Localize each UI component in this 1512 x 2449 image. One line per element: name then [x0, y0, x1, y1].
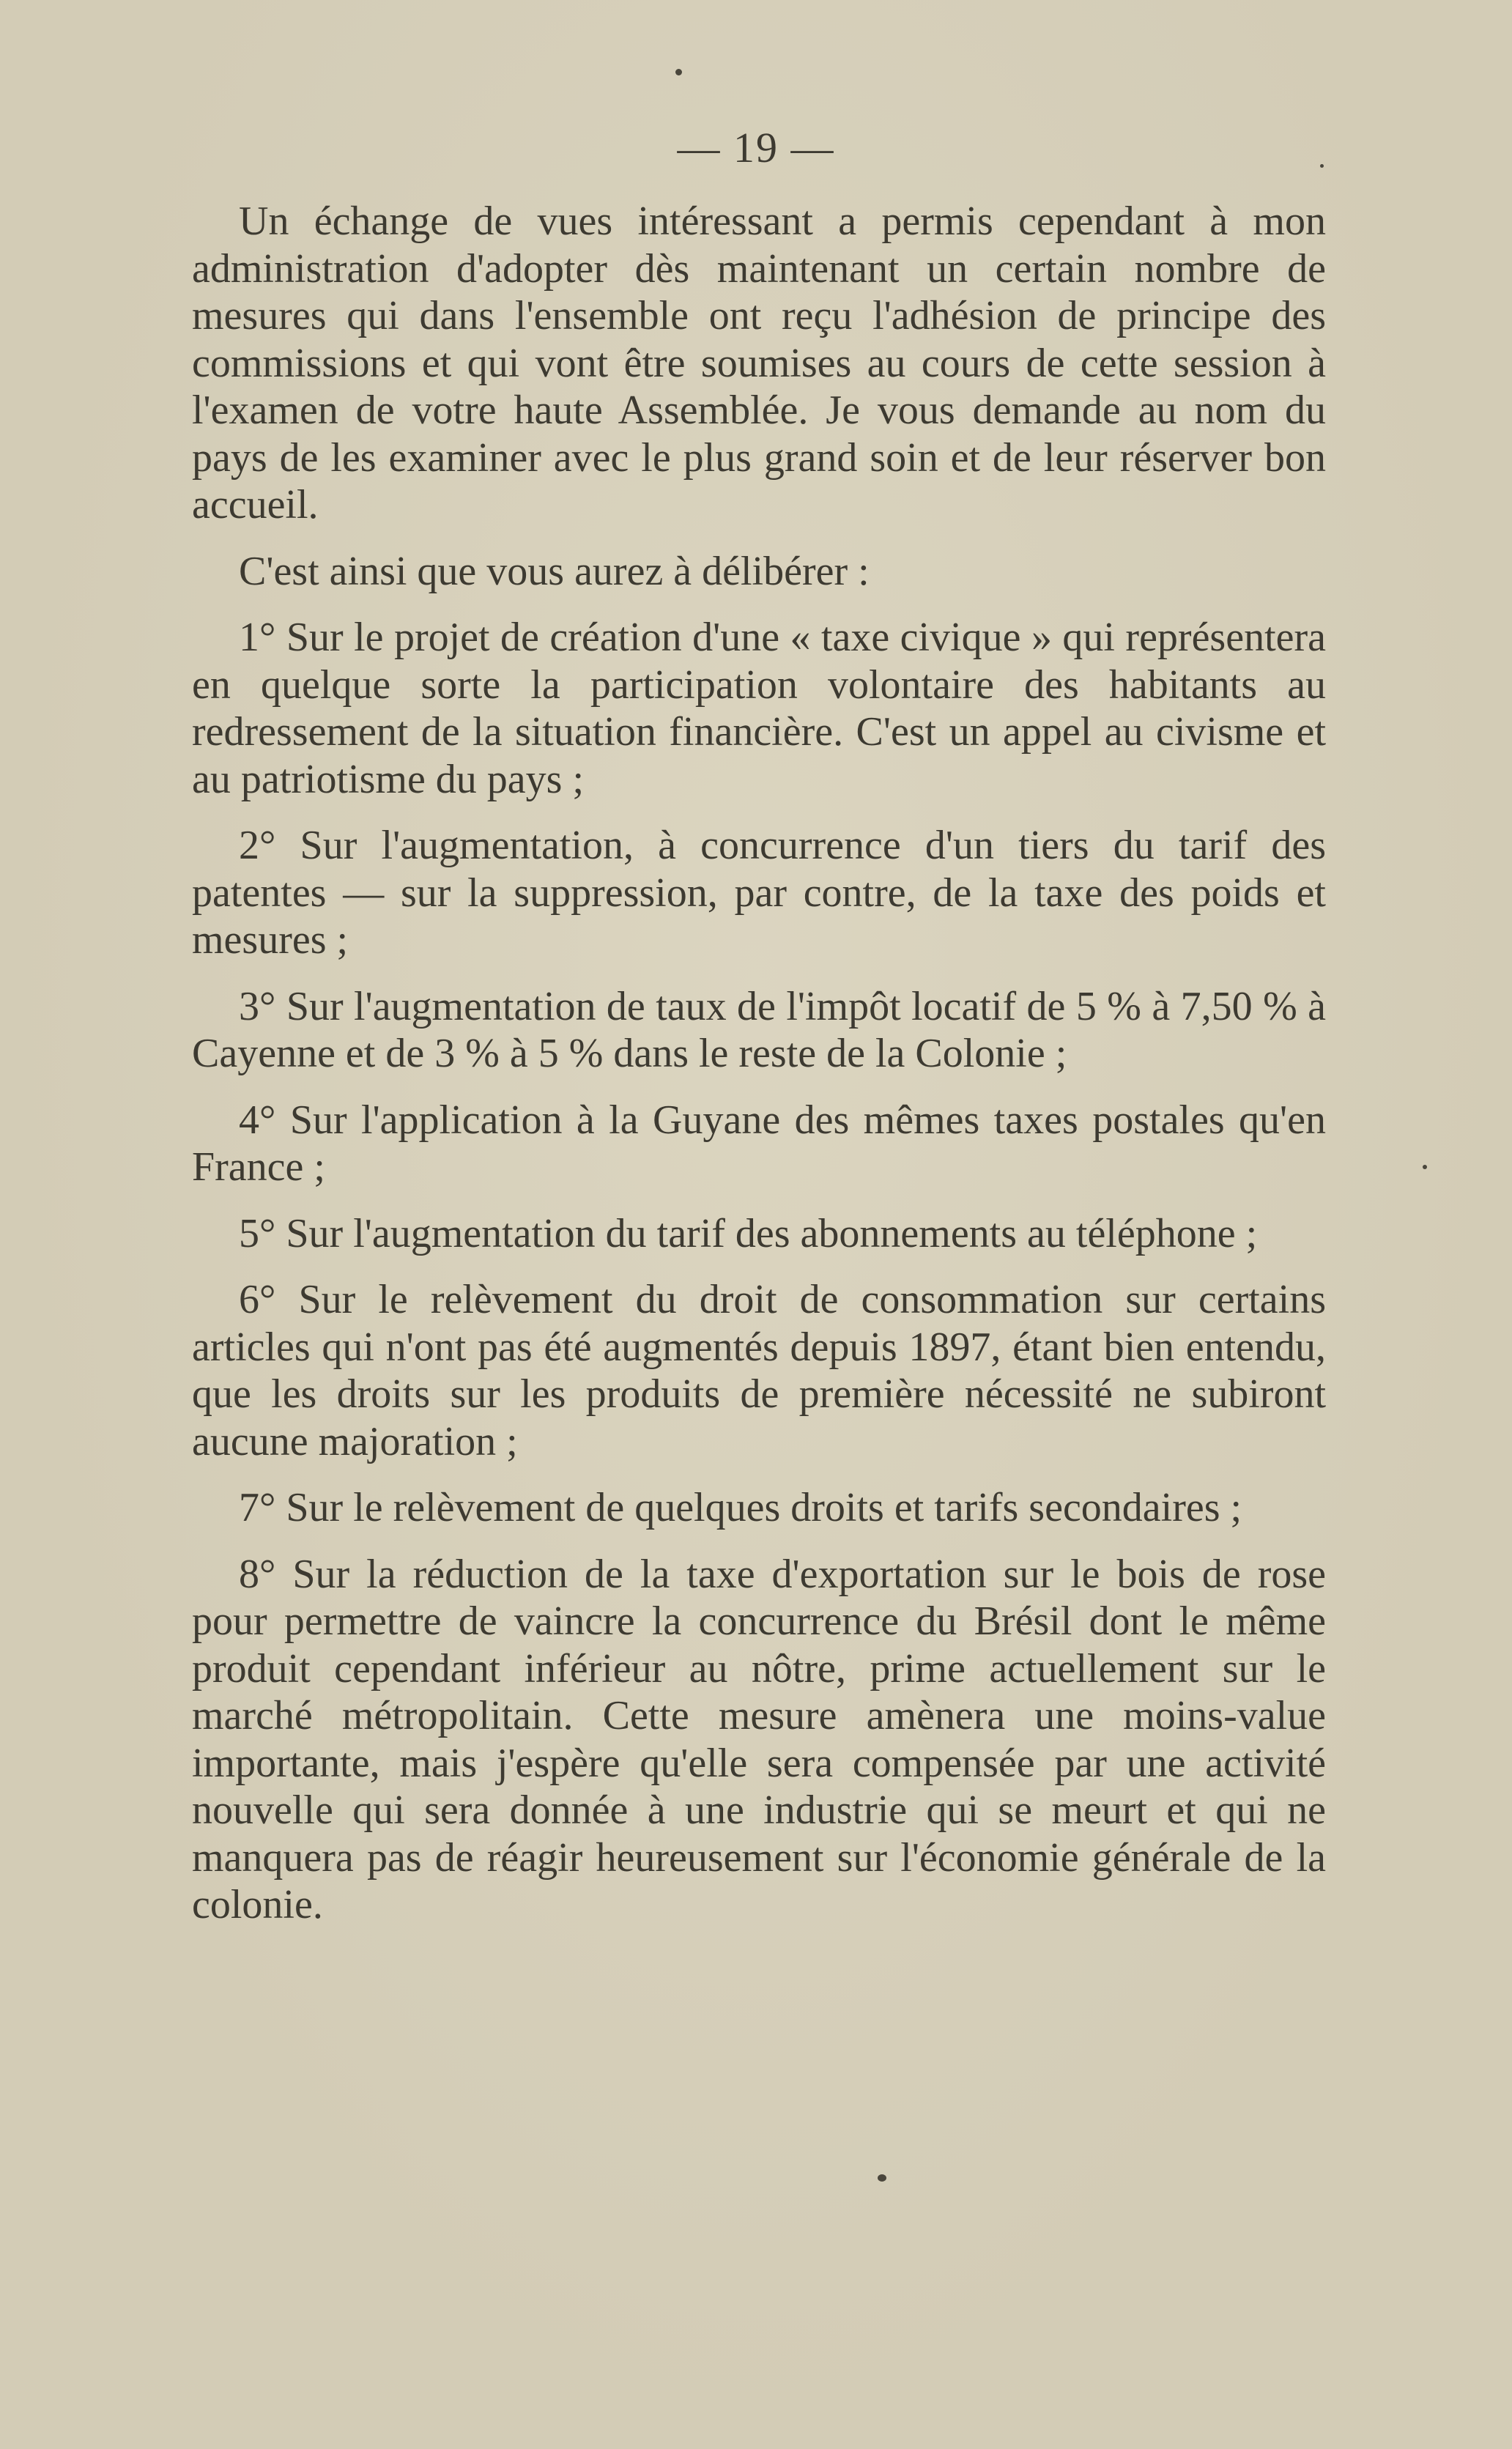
body-text: [192, 198, 1326, 1948]
ink-speck: [878, 2174, 886, 2182]
list-item-5-telephone: 5° Sur l'augmentation du tarif des abonnements au téléphone ;: [239, 1210, 1258, 1256]
ink-speck: [675, 69, 682, 75]
list-item-2-patentes: 2° Sur l'augmentation, à concurrence d'un tiers du tarif des patentes — sur la suppression, par contre, de la taxe des poids et mesures ;: [192, 823, 1326, 963]
page-number: — 19 —: [677, 124, 835, 171]
list-item-3-impot-locatif: 3° Sur l'augmentation de taux de l'impôt locatif de 5 % à 7,50 % à Cayenne et de 3 % à 5 % dans le reste de la Colonie ;: [192, 983, 1326, 1076]
list-item-1-taxe-civique: 1° Sur le projet de création d'une « taxe civique » qui représentera en quelque sorte la participation volontaire des habitants au redressement de la situation financière. C'est un appel au civisme et au patriotisme du pays ;: [192, 615, 1326, 802]
paragraph-intro: Un échange de vues intéressant a permis cependant à mon administration d'adopter dès maintenant un certain nombre de mesures qui dans l'ensemble ont reçu l'adhésion de principe des commissions et qui vont être soumises au cours de cette session à l'examen de votre haute Assemblée. Je vous demande au nom du pays de les examiner avec le plus grand soin et de leur réserver bon accueil.: [192, 199, 1326, 527]
list-item-4-taxes-postales: 4° Sur l'application à la Guyane des mêmes taxes postales qu'en France ;: [192, 1097, 1326, 1190]
ink-speck: [1423, 1165, 1427, 1169]
list-item-8-bois-de-rose: 8° Sur la réduction de la taxe d'exportation sur le bois de rose pour permettre de vaincre la concurrence du Brésil dont le même produit cependant inférieur au nôtre, prime actuellement sur le marché métropolitain. Cette mesure amènera une moins-value importante, mais j'espère qu'elle sera compensée par une activité nouvelle qui sera donnée à une industrie qui se meurt et qui ne manquera pas de réagir heureusement sur l'économie générale de la colonie.: [192, 1551, 1326, 1927]
paragraph-lead-in: C'est ainsi que vous aurez à délibérer :: [239, 548, 870, 594]
list-item-7-droits-secondaires: 7° Sur le relèvement de quelques droits et tarifs secondaires ;: [239, 1485, 1242, 1530]
list-item-6-droit-consommation: 6° Sur le relèvement du droit de consommation sur certains articles qui n'ont pas été augmentés depuis 1897, étant bien entendu, que les droits sur les produits de première nécessité ne subiront aucune majoration ;: [192, 1277, 1326, 1464]
